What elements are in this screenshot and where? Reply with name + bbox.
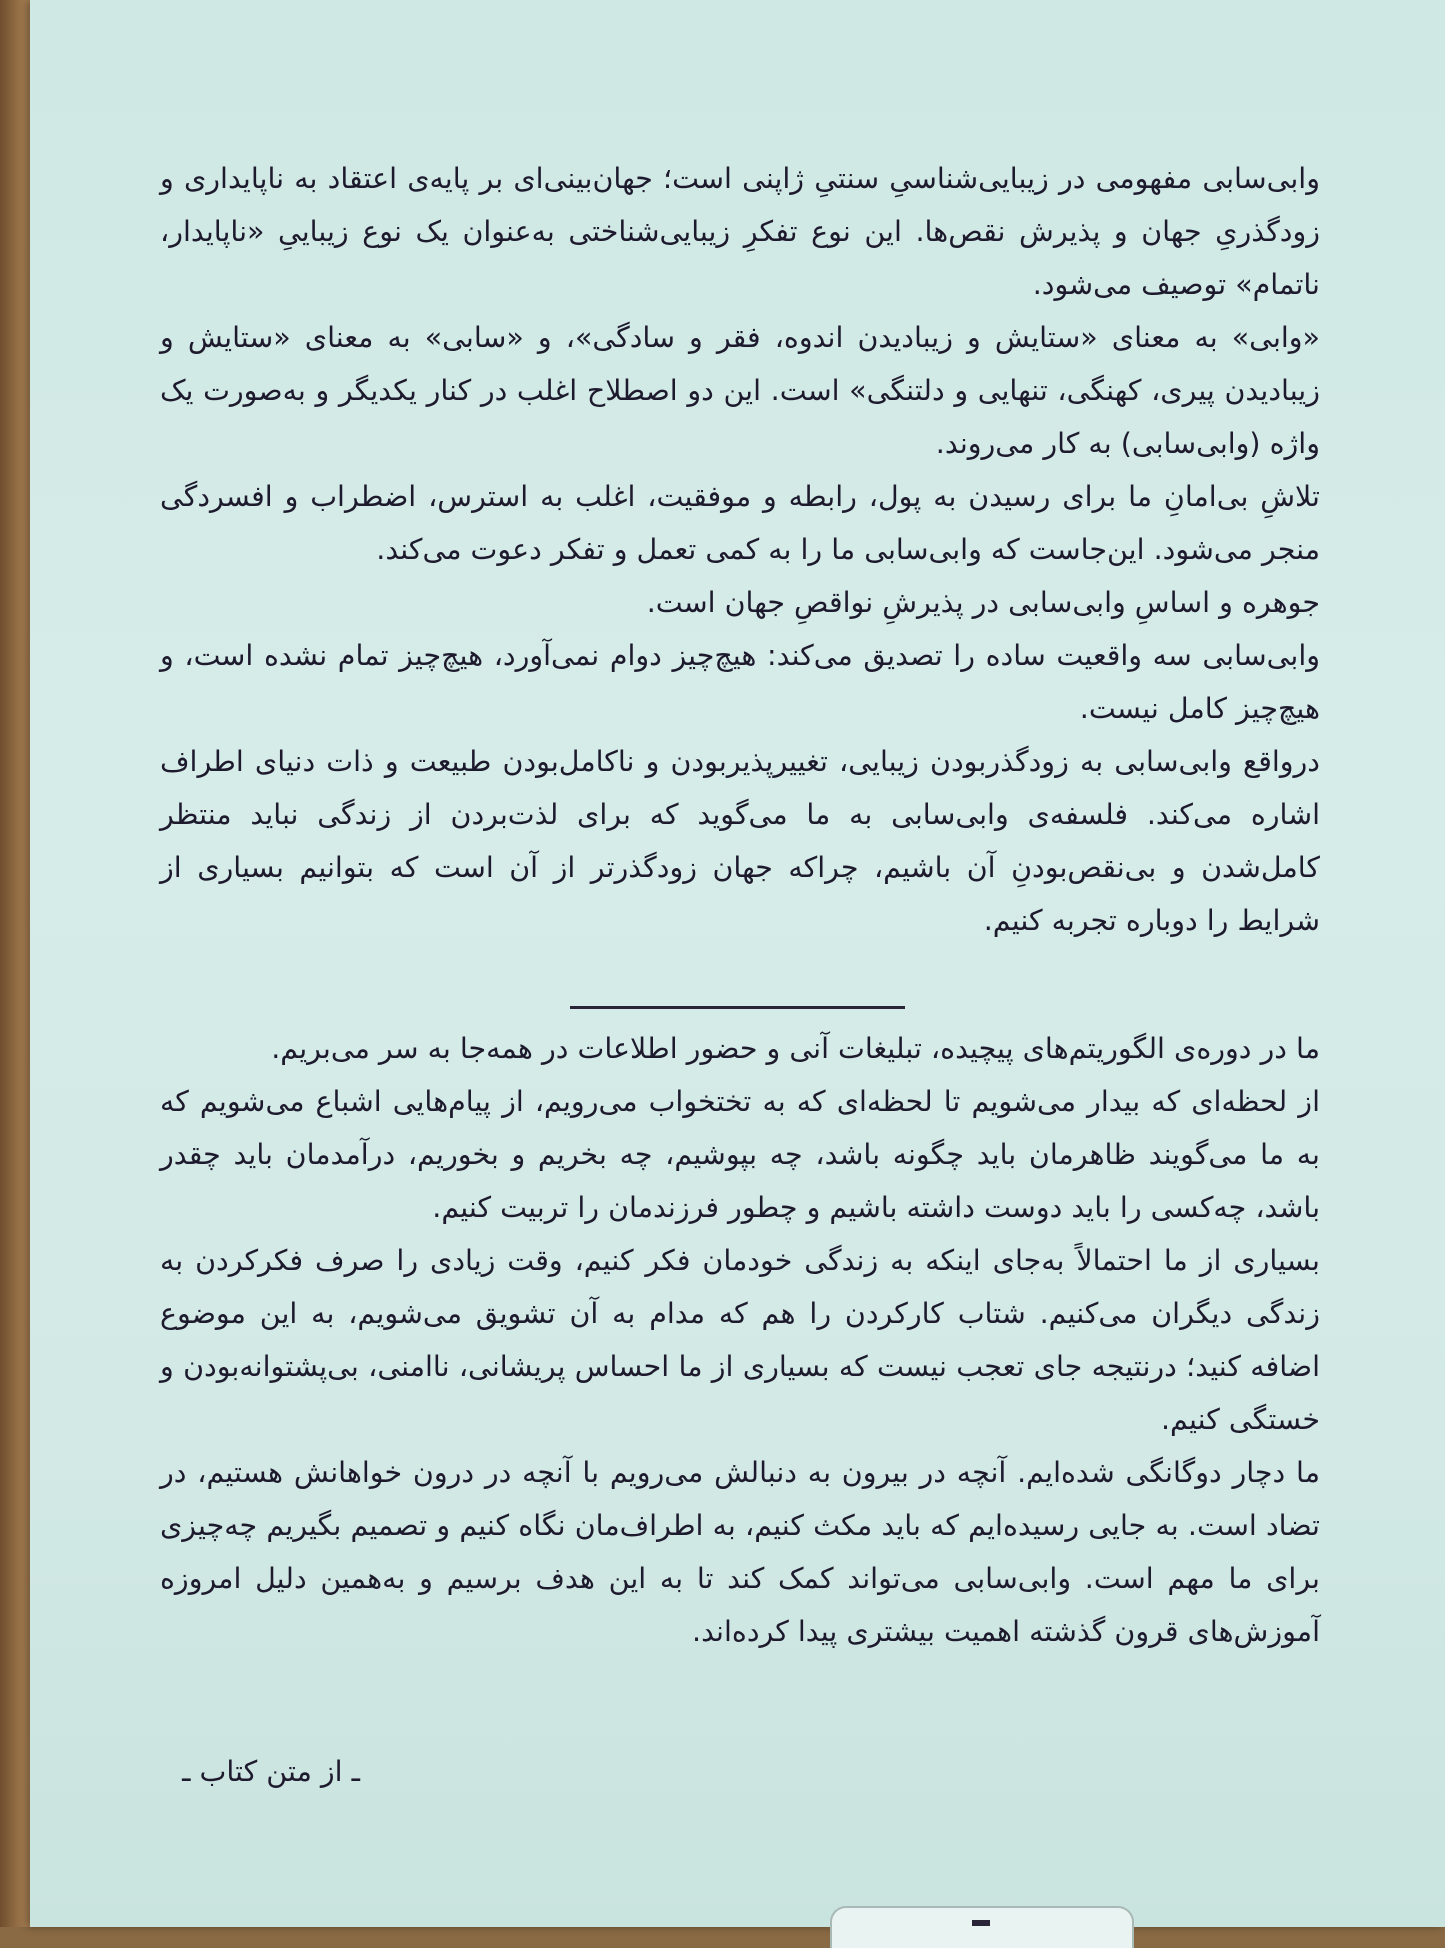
paragraph: تلاشِ بی‌امانِ ما برای رسیدن به پول، رابطه و موفقیت، اغلب به استرس، اضطراب و افسردگی منجر می‌شود. این‌جاست که وابی‌سابی ما را به کمی تعمل و تفکر دعوت می‌کند.: [160, 480, 1320, 566]
paragraph: وابی‌سابی سه واقعیت ساده را تصدیق می‌کند: هیچ‌چیز دوام نمی‌آورد، هیچ‌چیز تمام نشده است، و هیچ‌چیز کامل نیست.: [160, 639, 1320, 725]
paragraph: «وابی» به معنای «ستایش و زیبادیدن اندوه، فقر و سادگی»، و «سابی» به معنای «ستایش و زیبادیدن پیری، کهنگی، تنهایی و دلتنگی» است. این دو اصطلاح اغلب در کنار یکدیگر و به‌صورت یک واژه (وابی‌سابی) به کار می‌روند.: [160, 321, 1320, 460]
section-divider: [570, 1006, 905, 1009]
paragraph: درواقع وابی‌سابی به زودگذربودن زیبایی، تغییرپذیربودن و ناکامل‌بودن طبیعت و ذات دنیای اطراف اشاره می‌کند. فلسفه‌ی وابی‌سابی به ما می‌گوید که برای لذت‌بردن از زندگی نباید منتظر کامل‌شدن و بی‌نقص‌بودنِ آن باشیم، چراکه جهان زودگذرتر از آن است که بتوانیم بسیاری از شرایط را دوباره تجربه کنیم.: [160, 745, 1320, 937]
paragraph: جوهره و اساسِ وابی‌سابی در پذیرشِ نواقصِ جهان است.: [646, 586, 1320, 619]
barcode-label-edge: [830, 1906, 1134, 1948]
source-note: ـ از متن کتاب ـ: [182, 1755, 360, 1788]
text-section-top: [160, 152, 1320, 947]
paragraph: ما در دوره‌ی الگوریتم‌های پیچیده، تبلیغات آنی و حضور اطلاعات در همه‌جا به سر می‌بریم.: [271, 1032, 1320, 1065]
label-mark: [972, 1920, 990, 1926]
paragraph: بسیاری از ما احتمالاً به‌جای اینکه به زندگی خودمان فکر کنیم، وقت زیادی را صرف فکرکردن به زندگی دیگران می‌کنیم. شتاب کارکردن را هم که مدام به آن تشویق می‌شویم، به این موضوع اضافه کنید؛ درنتیجه جای تعجب نیست که بسیاری از ما احساس پریشانی، ناامنی، بی‌پشتوانه‌بودن و خستگی کنیم.: [160, 1244, 1320, 1436]
paragraph: از لحظه‌ای که بیدار می‌شویم تا لحظه‌ای که به تختخواب می‌رویم، از پیام‌هایی اشباع می‌شویم که به ما می‌گویند ظاهرمان باید چگونه باشد، چه بپوشیم، چه بخریم و بخوریم، درآمدمان باید چقدر باشد، چه‌کسی را باید دوست داشته باشیم و چطور فرزندمان را تربیت کنیم.: [160, 1085, 1320, 1224]
paragraph: ما دچار دوگانگی شده‌ایم. آنچه در بیرون به دنبالش می‌رویم با آنچه در درون خواهانش هستیم، در تضاد است. به جایی رسیده‌ایم که باید مکث کنیم، به اطراف‌مان نگاه کنیم و تصمیم بگیریم چه‌چیزی برای ما مهم است. وابی‌سابی می‌تواند کمک کند تا به این هدف برسیم و به‌همین دلیل امروزه آموزش‌های قرون گذشته اهمیت بیشتری پیدا کرده‌اند.: [160, 1456, 1320, 1648]
paragraph: وابی‌سابی مفهومی در زیبایی‌شناسیِ سنتیِ ژاپنی است؛ جهان‌بینی‌ای بر پایه‌ی اعتقاد به ناپایداری و زودگذریِ جهان و پذیرش نقص‌ها. این نوع تفکرِ زیبایی‌شناختی به‌عنوان یک نوع زیباییِ «ناپایدار، ناتمام» توصیف می‌شود.: [160, 162, 1320, 301]
text-section-bottom: [160, 1022, 1320, 1658]
